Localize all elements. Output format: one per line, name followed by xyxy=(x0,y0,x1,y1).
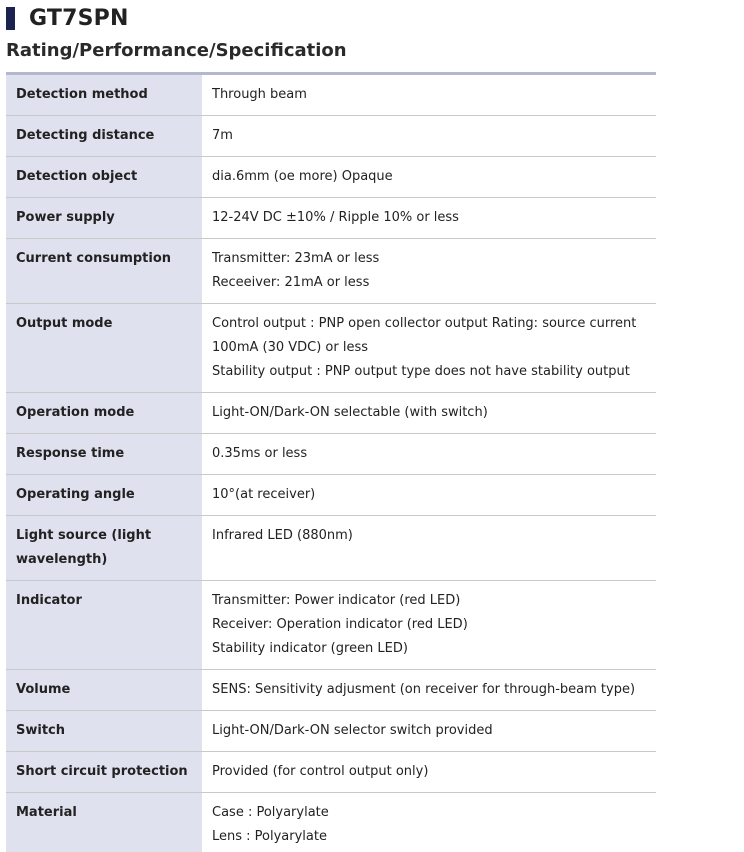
spec-label: Material xyxy=(6,793,202,852)
spec-value xyxy=(202,198,656,239)
spec-value xyxy=(202,393,656,434)
spec-row xyxy=(6,752,656,793)
spec-label: Light source (light wavelength) xyxy=(6,516,202,581)
spec-value-line: SENS: Sensitivity adjusment (on receiver for through-beam type) xyxy=(212,682,636,697)
spec-value-line: Lens : Polyarylate xyxy=(212,829,327,844)
spec-value-line: 12-24V DC ±10% / Ripple 10% or less xyxy=(212,210,459,225)
spec-label: Response time xyxy=(6,434,202,475)
spec-label: Indicator xyxy=(6,581,202,670)
product-title: GT7SPN xyxy=(29,5,129,31)
spec-value xyxy=(202,434,656,475)
spec-label: Detection method xyxy=(6,75,202,116)
spec-value-line: 0.35ms or less xyxy=(212,446,308,461)
spec-row xyxy=(6,711,656,752)
section-title: Rating/Performance/Specification xyxy=(6,40,347,61)
spec-label: Detecting distance xyxy=(6,116,202,157)
spec-label: Detection object xyxy=(6,157,202,198)
spec-table xyxy=(6,75,656,852)
spec-row xyxy=(6,434,656,475)
spec-value-line: Control output : PNP open collector output Rating: source current 100mA (30 VDC) or less xyxy=(212,316,637,355)
spec-value xyxy=(202,475,656,516)
spec-value-line: Light-ON/Dark-ON selector switch provided xyxy=(212,723,493,738)
spec-row xyxy=(6,116,656,157)
spec-label: Output mode xyxy=(6,304,202,393)
spec-row xyxy=(6,304,656,393)
spec-row xyxy=(6,475,656,516)
spec-value-line: Light-ON/Dark-ON selectable (with switch) xyxy=(212,405,488,420)
spec-value-line: Infrared LED (880nm) xyxy=(212,528,353,543)
product-title-block xyxy=(6,4,129,32)
spec-label: Power supply xyxy=(6,198,202,239)
spec-value xyxy=(202,793,656,852)
spec-value-line: Provided (for control output only) xyxy=(212,764,429,779)
spec-label: Current consumption xyxy=(6,239,202,304)
spec-value xyxy=(202,239,656,304)
spec-value xyxy=(202,157,656,198)
spec-row xyxy=(6,793,656,852)
spec-row xyxy=(6,157,656,198)
spec-value-line: 7m xyxy=(212,128,233,143)
spec-value-line: Transmitter: Power indicator (red LED) xyxy=(212,593,461,608)
spec-value-line: 10°(at receiver) xyxy=(212,487,316,502)
spec-value xyxy=(202,581,656,670)
spec-value-line: dia.6mm (oe more) Opaque xyxy=(212,169,393,184)
spec-value-line: Receeiver: 21mA or less xyxy=(212,275,370,290)
spec-row xyxy=(6,516,656,581)
spec-label: Operating angle xyxy=(6,475,202,516)
spec-value-line: Transmitter: 23mA or less xyxy=(212,251,380,266)
spec-value xyxy=(202,670,656,711)
spec-label: Switch xyxy=(6,711,202,752)
spec-row xyxy=(6,239,656,304)
spec-value xyxy=(202,711,656,752)
spec-value xyxy=(202,516,656,581)
spec-value-line: Stability indicator (green LED) xyxy=(212,641,408,656)
spec-value-line: Receiver: Operation indicator (red LED) xyxy=(212,617,468,632)
spec-value-line: Stability output : PNP output type does not have stability output xyxy=(212,364,630,379)
title-accent-bar xyxy=(6,7,15,30)
spec-row xyxy=(6,198,656,239)
spec-value xyxy=(202,304,656,393)
spec-table-body xyxy=(6,75,656,852)
spec-value-line: Through beam xyxy=(212,87,307,102)
spec-row xyxy=(6,75,656,116)
spec-value-line: Case : Polyarylate xyxy=(212,805,329,820)
spec-row xyxy=(6,393,656,434)
spec-value xyxy=(202,116,656,157)
spec-value xyxy=(202,75,656,116)
spec-label: Volume xyxy=(6,670,202,711)
spec-label: Operation mode xyxy=(6,393,202,434)
spec-row xyxy=(6,670,656,711)
spec-row xyxy=(6,581,656,670)
spec-value xyxy=(202,752,656,793)
spec-label: Short circuit protection xyxy=(6,752,202,793)
